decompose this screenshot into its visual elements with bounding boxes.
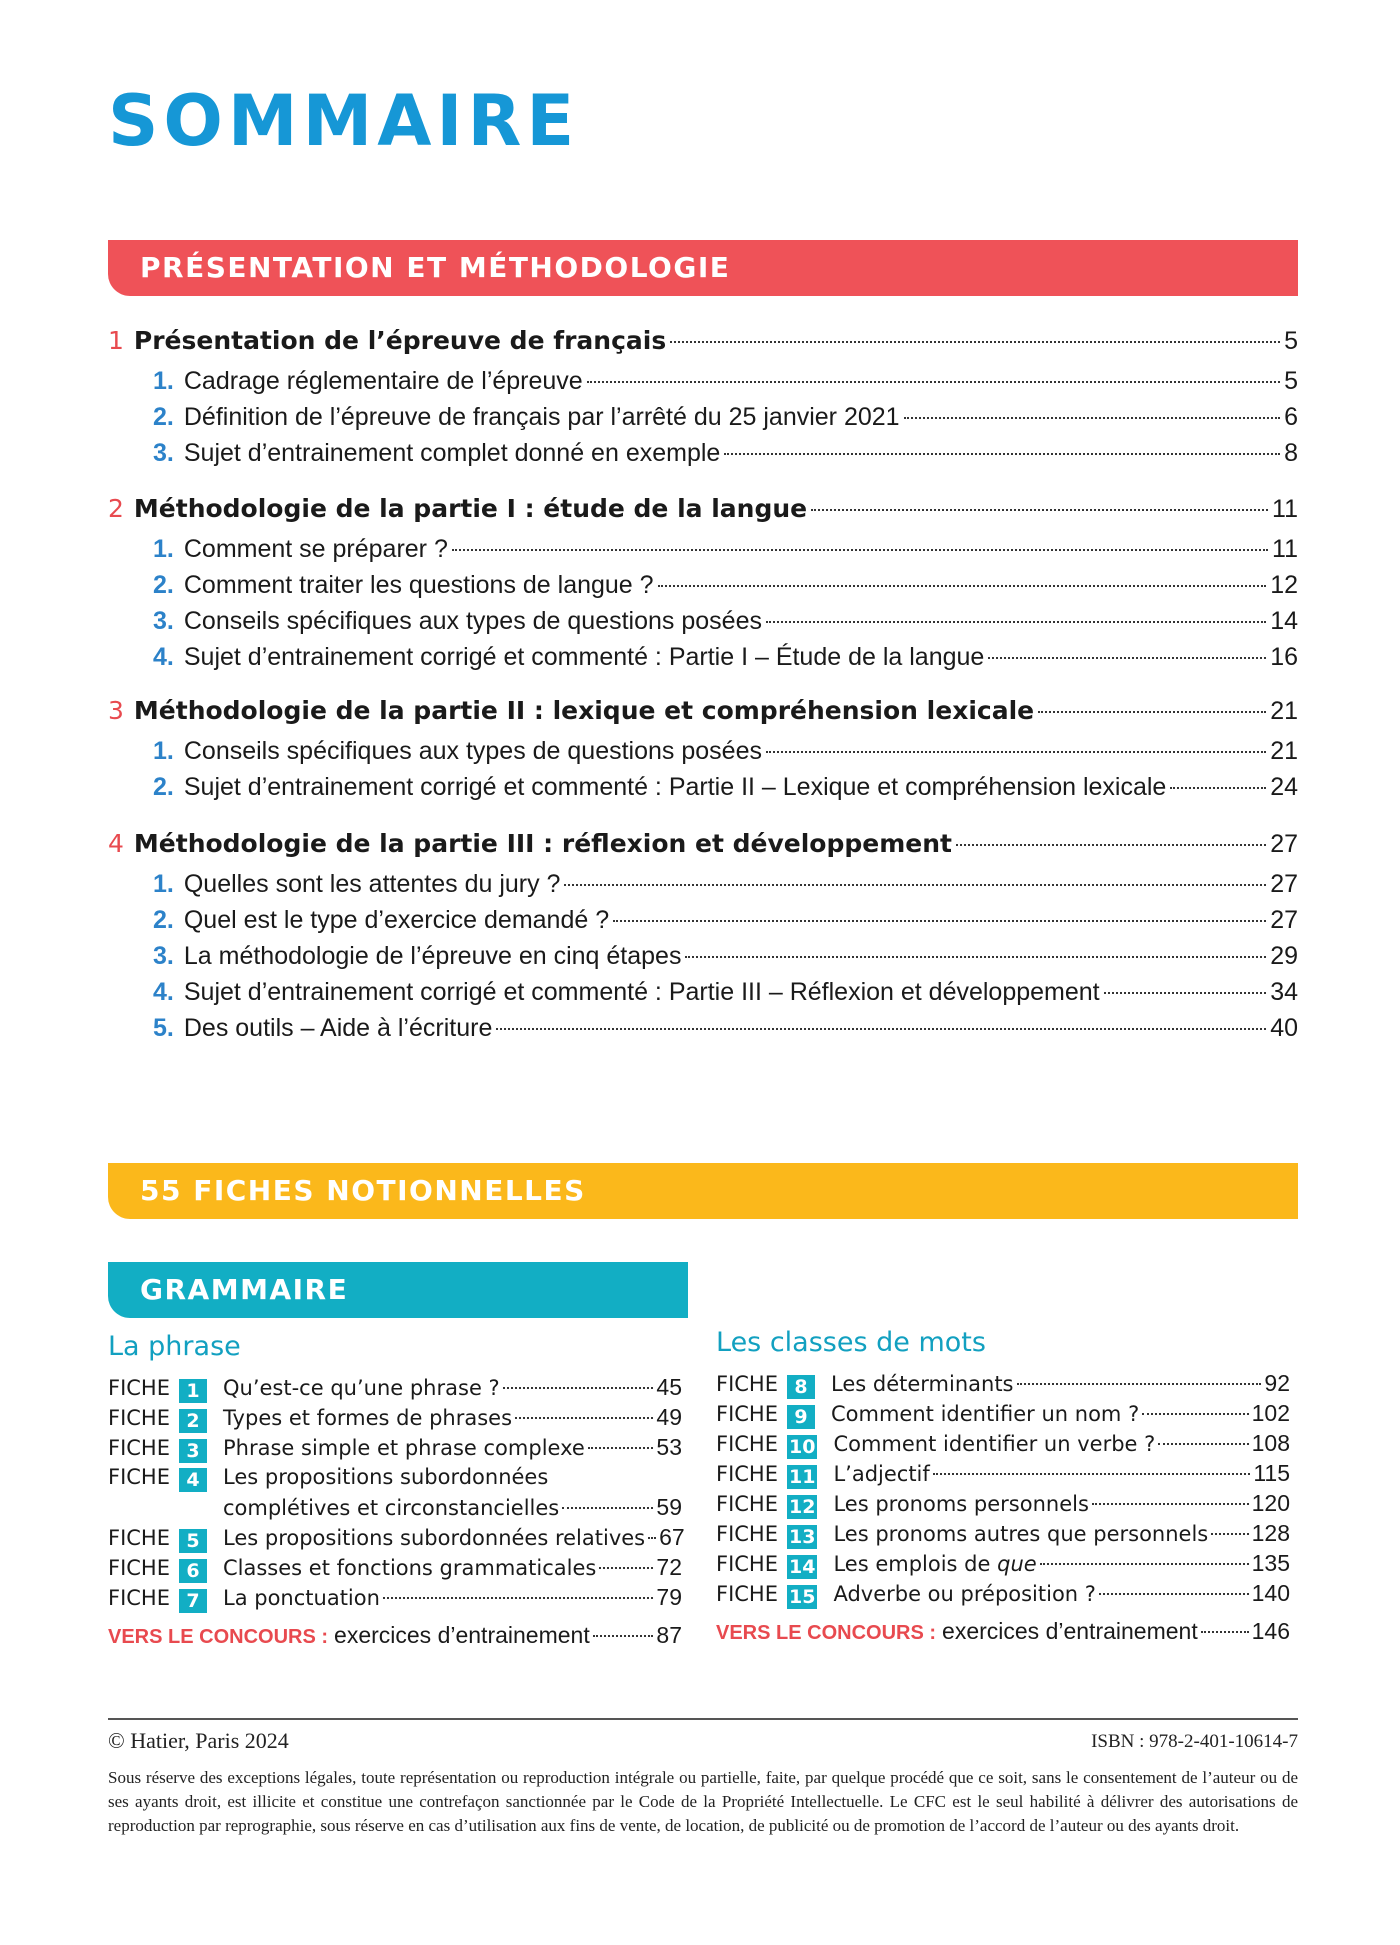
toc-item-number: 1. [153,737,174,765]
fiche-page-number: 115 [1253,1460,1290,1486]
fiche-row-11[interactable] [716,1458,1290,1489]
fiche-row-9[interactable] [716,1398,1290,1429]
dot-leader [1038,711,1266,713]
toc-page-number: 8 [1284,439,1298,467]
fiche-number-badge: 6 [179,1559,207,1583]
toc-item-title: Sujet d’entrainement complet donné en exemple [183,439,721,467]
fiche-number-badge: 5 [179,1529,207,1553]
page-title: SOMMAIRE [108,80,580,162]
fiche-title: L’adjectif [833,1462,930,1486]
fiche-page-number: 92 [1264,1370,1290,1396]
toc-section-number: 4 [108,829,124,858]
toc-item-number: 4. [153,643,174,671]
dot-leader [1158,1443,1248,1445]
dot-leader [1142,1413,1248,1415]
toc-item-number: 1. [153,535,174,563]
fiche-title: Les propositions subordonnées relatives [223,1526,646,1550]
fiche-label: FICHE [108,1376,170,1400]
fiche-row-10[interactable] [716,1428,1290,1459]
fiche-label: FICHE [716,1552,778,1576]
fiche-number-badge: 11 [789,1466,816,1488]
toc-section-title: Méthodologie de la partie III : réflexion et développement [133,829,952,858]
fiche-page-number: 128 [1251,1520,1290,1546]
fiche-title: Les pronoms personnels [833,1492,1089,1516]
toc-item[interactable] [108,641,1298,673]
fiche-label: FICHE [108,1556,170,1580]
fiche-row-5[interactable] [108,1522,685,1553]
fiche-page-number: 102 [1251,1400,1290,1426]
toc-page-number: 11 [1272,495,1298,523]
dot-leader [613,920,1266,922]
dot-leader [1104,992,1267,994]
fiche-number-badge: 3 [179,1439,207,1463]
dot-leader [988,657,1266,659]
toc-page-number: 21 [1270,737,1298,765]
toc-item-title: Sujet d’entrainement corrigé et commenté : Partie III – Réflexion et développement [183,978,1100,1006]
toc-item-number: 5. [153,1014,174,1042]
dot-leader [562,1507,653,1509]
dot-leader [588,1447,654,1449]
toc-section-title: Méthodologie de la partie II : lexique et compréhension lexicale [133,696,1035,725]
toc-section-1[interactable] [108,325,1298,357]
dot-leader [658,585,1267,587]
section-band-fiches: 55 FICHES NOTIONNELLES [108,1163,1298,1219]
fiche-page-number: 140 [1251,1580,1290,1606]
toc-item-number: 2. [153,773,174,801]
fiche-number-badge: 9 [787,1405,815,1429]
toc-page-number: 11 [1272,535,1298,563]
toc-page-number: 14 [1270,607,1298,635]
dot-leader [1040,1563,1249,1565]
fiche-title: Adverbe ou préposition ? [833,1582,1096,1606]
vers-le-concours-label: VERS LE CONCOURS : [716,1622,937,1644]
fiche-number-badge: 8 [787,1375,815,1399]
fiche-label: FICHE [716,1432,778,1456]
dot-leader [1092,1503,1249,1505]
toc-section-4[interactable] [108,828,1298,860]
toc-item[interactable] [108,904,1298,936]
dot-leader [503,1387,654,1389]
toc-item[interactable] [108,533,1298,565]
fiche-row-1[interactable] [108,1372,682,1403]
toc-item-number: 3. [153,607,174,635]
fiche-row-6[interactable] [108,1552,682,1583]
toc-page-number: 27 [1270,830,1298,858]
fiche-number-badge: 13 [789,1526,816,1548]
toc-page-number: 27 [1270,906,1298,934]
dot-leader [383,1597,653,1599]
dot-leader [564,884,1266,886]
fiche-page-number: 79 [656,1584,682,1610]
toc-item-number: 3. [153,439,174,467]
fiche-page-number: 53 [656,1434,682,1460]
toc-item-number: 1. [153,367,174,395]
toc-page-number: 5 [1284,367,1298,395]
fiche-row-8[interactable] [716,1368,1290,1399]
fiche-page-number: 108 [1251,1430,1290,1456]
toc-page-number: 12 [1270,571,1298,599]
toc-section-number: 2 [108,494,124,523]
toc-item[interactable] [108,605,1298,637]
toc-page-number: 24 [1270,773,1298,801]
dot-leader [685,956,1266,958]
toc-item[interactable] [108,940,1298,972]
toc-item-title: Définition de l’épreuve de français par l’arrêté du 25 janvier 2021 [183,403,900,431]
isbn: ISBN : 978-2-401-10614-7 [1091,1731,1298,1752]
fiche-page-number: 67 [659,1524,685,1550]
toc-page-number: 5 [1284,327,1298,355]
toc-item-title: Quelles sont les attentes du jury ? [183,870,561,898]
fiche-title: Phrase simple et phrase complexe [223,1436,585,1460]
dot-leader [648,1537,656,1539]
toc-page-number: 29 [1270,942,1298,970]
fiche-number-badge: 12 [789,1496,816,1518]
fiche-label: FICHE [108,1465,170,1489]
fiche-title-emphasis: que [997,1552,1037,1576]
vers-le-concours-label: VERS LE CONCOURS : [108,1626,329,1648]
legal-notice: Sous réserve des exceptions légales, toute représentation ou reproduction intégrale ou partielle, faite, par quelque procédé que ce soit, sans le consentement de l’auteur ou de ses ayants droit, est illicite et constitue une contrefaçon sanctionnée par le Code de la Propriété Intellectuelle. Le CFC est le seul habilité à délivrer des autorisations de reproduction par reprographie, sous réserve en cas d’utilisation aux fins de vente, de location, de publicité ou de promotion de l’accord de l’auteur ou des ayants droit. [108,1768,1298,1835]
toc-item-number: 4. [153,978,174,1006]
fiche-page-number: 120 [1251,1490,1290,1516]
toc-item-title: Sujet d’entrainement corrigé et commenté : Partie II – Lexique et compréhension lexicale [183,773,1167,801]
toc-item-title: Conseils spécifiques aux types de questions posées [183,737,762,765]
fiche-number-badge: 4 [179,1468,207,1492]
toc-section-number: 3 [108,696,124,725]
fiche-title: Classes et fonctions grammaticales [223,1556,597,1580]
fiche-label: FICHE [108,1586,170,1610]
vers-page-number: 87 [656,1622,682,1648]
toc-item-number: 1. [153,870,174,898]
fiche-label: FICHE [716,1462,778,1486]
fiche-page-number: 45 [656,1374,682,1400]
fiche-label: FICHE [108,1436,170,1460]
section-band-presentation: PRÉSENTATION ET MÉTHODOLOGIE [108,240,1298,296]
toc-item[interactable] [108,735,1298,767]
vers-page-number: 146 [1251,1618,1290,1644]
toc-item[interactable] [108,1012,1298,1044]
toc-item[interactable] [108,365,1298,397]
toc-item[interactable] [108,771,1298,803]
toc-section-title: Présentation de l’épreuve de français [133,326,667,355]
fiche-title: Les propositions subordonnées [223,1465,549,1489]
fiche-label: FICHE [108,1526,170,1550]
dot-leader [904,417,1281,419]
column-title-la-phrase: La phrase [108,1331,241,1362]
toc-item[interactable] [108,976,1298,1008]
fiche-number-badge: 15 [789,1586,816,1608]
toc-item[interactable] [108,569,1298,601]
fiche-title: Comment identifier un verbe ? [833,1432,1156,1456]
dot-leader [593,1635,654,1637]
fiche-label: FICHE [716,1492,778,1516]
fiche-number-badge: 2 [179,1409,207,1433]
fiche-row-2[interactable] [108,1402,682,1433]
toc-item-title: Des outils – Aide à l’écriture [183,1014,493,1042]
dot-leader [452,549,1268,551]
fiche-title: Les pronoms autres que personnels [833,1522,1209,1546]
fiche-label: FICHE [716,1402,778,1426]
dot-leader [956,844,1266,846]
toc-section-title: Méthodologie de la partie I : étude de la langue [133,494,808,523]
toc-item-number: 2. [153,906,174,934]
toc-item-title: La méthodologie de l’épreuve en cinq étapes [183,942,682,970]
toc-section-2[interactable] [108,493,1298,525]
fiche-number-badge: 7 [179,1589,207,1613]
fiche-label: FICHE [716,1372,778,1396]
toc-item-title: Comment se préparer ? [183,535,448,563]
toc-page-number: 40 [1270,1014,1298,1042]
toc-item-number: 2. [153,571,174,599]
dot-leader [1017,1383,1262,1385]
dot-leader [811,509,1268,511]
fiche-title: Comment identifier un nom ? [831,1402,1140,1426]
dot-leader [933,1473,1251,1475]
copyright: © Hatier, Paris 2024 [108,1728,289,1753]
toc-section-3[interactable] [108,695,1298,727]
fiche-title: Types et formes de phrases [223,1406,513,1430]
fiche-label: FICHE [716,1582,778,1606]
dot-leader [587,381,1280,383]
dot-leader [1211,1533,1248,1535]
toc-item-title: Comment traiter les questions de langue ? [183,571,654,599]
vers-le-concours-text: exercices d’entrainement [334,1622,590,1648]
fiche-row-13[interactable] [716,1518,1290,1549]
fiche-title: Qu’est-ce qu’une phrase ? [223,1376,500,1400]
dot-leader [670,341,1280,343]
vers-le-concours-text: exercices d’entrainement [942,1618,1198,1644]
fiche-page-number: 59 [656,1494,682,1520]
fiche-label: FICHE [108,1406,170,1430]
fiche-row-4[interactable] [108,1462,682,1492]
dot-leader [599,1567,653,1569]
fiche-row-14[interactable] [716,1548,1290,1579]
fiche-title: La ponctuation [223,1586,380,1610]
vers-le-concours-link[interactable] [108,1620,682,1652]
toc-page-number: 34 [1270,978,1298,1006]
toc-page-number: 27 [1270,870,1298,898]
toc-item-title: Sujet d’entrainement corrigé et commenté : Partie I – Étude de la langue [183,643,985,671]
toc-section-number: 1 [108,326,124,355]
fiche-number-badge: 14 [789,1556,816,1578]
fiche-row-7[interactable] [108,1582,682,1613]
fiche-title-line2: complétives et circonstancielles [223,1496,560,1520]
toc-item-title: Conseils spécifiques aux types de questions posées [183,607,762,635]
toc-item[interactable] [108,401,1298,433]
fiche-page-number: 135 [1251,1550,1290,1576]
fiche-row-12[interactable] [716,1488,1290,1519]
dot-leader [515,1417,653,1419]
toc-page-number: 6 [1284,403,1298,431]
toc-item-number: 2. [153,403,174,431]
toc-item[interactable] [108,437,1298,469]
dot-leader [496,1028,1266,1030]
fiche-row-15[interactable] [716,1578,1290,1609]
dot-leader [766,751,1266,753]
column-title-classes-de-mots: Les classes de mots [716,1327,986,1358]
toc-page-number: 16 [1270,643,1298,671]
dot-leader [1099,1593,1249,1595]
fiche-page-number: 72 [656,1554,682,1580]
dot-leader [1170,787,1266,789]
dot-leader [766,621,1266,623]
section-band-grammaire: GRAMMAIRE [108,1262,688,1318]
toc-page-number: 21 [1270,697,1298,725]
fiche-page-number: 49 [656,1404,682,1430]
toc-item-number: 3. [153,942,174,970]
dot-leader [1201,1631,1249,1633]
fiche-row-3[interactable] [108,1432,682,1463]
toc-item-title: Cadrage réglementaire de l’épreuve [183,367,583,395]
fiche-title: Les emplois de que [833,1552,1037,1576]
fiche-number-badge: 1 [179,1379,207,1403]
toc-item[interactable] [108,868,1298,900]
fiche-row-4-cont[interactable] [223,1492,682,1523]
fiche-number-badge: 10 [789,1436,816,1458]
footer-divider [108,1718,1298,1720]
dot-leader [724,453,1280,455]
fiche-title: Les déterminants [831,1372,1014,1396]
toc-item-title: Quel est le type d’exercice demandé ? [183,906,610,934]
fiche-label: FICHE [716,1522,778,1546]
vers-le-concours-link[interactable] [716,1616,1290,1648]
